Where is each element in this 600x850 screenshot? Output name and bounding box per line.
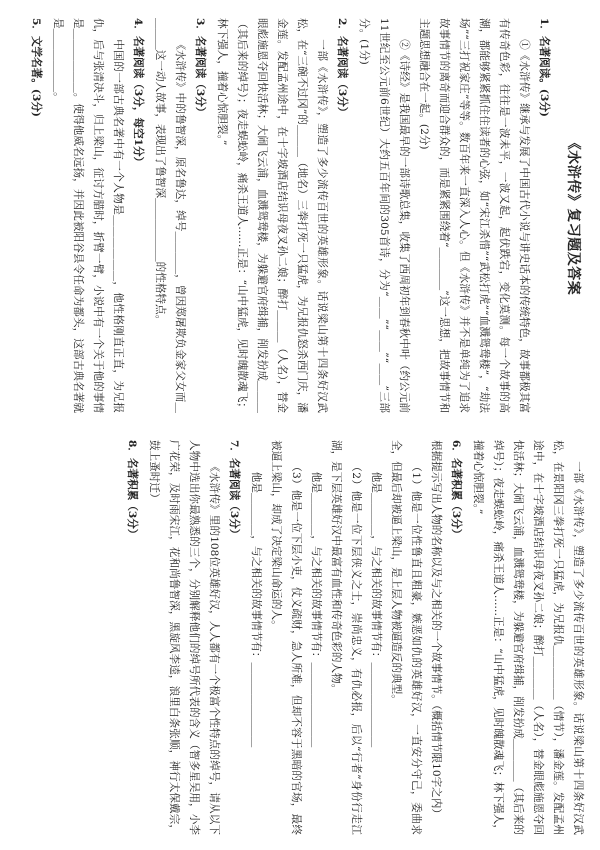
question-heading: 8．名著积累（3分） <box>126 440 138 540</box>
left-column-items <box>26 18 554 413</box>
answer-line: 他是＿＿＿＿，与之相关的故事情节有：＿＿＿＿＿＿＿＿ <box>310 471 322 748</box>
question-text: 《水浒传》中的鲁智深，原名鲁达，绰号＿＿＿＿，曾因郑屠欺负金家父女而＿＿＿＿这一动人故事，表现出了鲁智深＿＿＿＿＿＿的性格特点。 <box>154 18 186 413</box>
question-text: 中国的一部古典名著中有一个人物是＿＿＿＿＿＿，他性格刚直正直，为兄报仇，后与张清决斗，归上梁山，征讨方腊时，折臂一臂，小说中有一个关于他的事情是＿＿＿＿＿＿。使得他威名远扬，并因此被阳谷县令任命为都头，这部古典名著就是＿＿＿＿＿＿。 <box>52 18 124 413</box>
question-heading: 4．名著阅读（3分，每空1分） <box>132 18 144 168</box>
question-text: （1）他是一位性鲁直且粗豪，嫉恶如仇的英雄好汉，一直安分守己，委曲求全，但最后却被逼上梁山，是上层人物被逼造反的典型。 <box>390 440 422 835</box>
left-column <box>26 18 588 413</box>
question-text: ①《水浒传》继承与发展了中国古代小说与讲史话本的传统特色，故事都极其富有传奇色彩，往往是一波未平，一波又起，起伏跌宕，变化莫测。每一个故事的高潮，都能够紧紧抓住住读者的心弦，如“宋江杀惜”“武松打虎”“血溅鸳鸯楼”，“劫法场”“三打祝家庄”等等。数百年来一直深入人心。但《水浒传》并不是单纯为了追求故事情节的离奇而迎合群众的，而是紧紧围绕着“＿＿＿＿”这一思想，把故事情节和主题思想融合在一起。(2分) <box>418 18 530 413</box>
question-text: 一部《水浒传》，塑造了多少流传百世的英雄形象。话说梁山第十四条好汉武松，在“三碗不过冈”的＿＿＿（地名）三拳打死一只猛虎，为兄报仇怒杀西门庆，潘金莲。发配孟州途中，在十字坡酒店结识母夜叉孙二娘；醉打＿＿＿（人名），替金眼彪施恩夺回快活林；大闹飞云浦，血溅鸳鸯楼，为躲避官府缉捕，削发扮成＿＿＿（其后来的绰号）；夜走蜈蚣岭，痛杀王道人……正是：“山中猛虎，见时魄散魂飞；林下强人，撞着心惊胆裂。” <box>216 18 328 413</box>
question-text: （3）他是一位下层小吏，仗义疏财，急人所难，但却不容于黑暗的官场，最终被逼上梁山，却成了决定梁山命运的人。 <box>270 440 302 835</box>
answer-line: 他是＿＿＿＿，与之相关的故事情节有：＿＿＿＿＿＿＿＿ <box>370 471 382 748</box>
question-heading: 6．名著积累（3分） <box>450 440 462 540</box>
document-title: 《水浒传》复习题及答案 <box>565 135 581 296</box>
question-text: （2）他是一位下层侠义之士，崇尚忠义，有仇必报，后以“行者”身份行走江湖，是下层英雄好汉中最富有血性和传奇色彩的人物。 <box>330 440 362 835</box>
right-column-items <box>122 440 588 835</box>
right-column <box>122 440 588 835</box>
answer-line: 他是＿＿＿＿，与之相关的故事情节有：＿＿＿＿＿＿＿＿ <box>250 471 262 748</box>
question-heading: 5．文学名著。(3分) <box>30 18 42 117</box>
question-heading: 7．名著阅读（3分） <box>228 440 240 540</box>
question-heading: 3．名著阅读（3分） <box>194 18 206 118</box>
question-text: ②《诗经》是我国最早的一部诗歌总集，收集了西周初年到春秋中叶（约公元前11世纪至公元前6世纪）大约五百年间的305首诗，分为“＿＿”“＿＿”“＿＿”三部分。(1分) <box>358 18 410 413</box>
question-heading: 1．名著阅读。(3分) <box>538 18 550 117</box>
question-text: 《水浒传》里的108位英雄好汉，人人都有一个极富个性特点的绰号，请从以下人物中选出你最熟悉的三个，分别解释他们的绰号所代表的含义（智多星吴用，小李广花荣，及时雨宋江，花和尚鲁智深，黑旋风李逵，浪里白条张顺，神行太保戴宗，鼓上蚤时迁） <box>148 440 220 835</box>
question-text: 一部《水浒传》，塑造了多少流传百世的英雄形象。话说梁山第十四条好汉武松，在景阳冈三拳打死一只猛虎，为兄报仇＿＿＿＿＿（情节），潘金莲。发配孟州途中，在十字坡酒店结识母夜叉孙二娘；醉打＿＿＿＿（人名），替金眼彪施恩夺回快活林；大闹飞云浦，血溅鸳鸯楼，为躲避官府缉捕，削发扮成＿＿＿＿（其后来的绰号）；夜走蜈蚣岭，痛杀王道人……正是：“山中猛虎，见时魄散魂飞；林下强人，撞着心惊胆裂。” <box>472 440 584 835</box>
question-text: 根据提示写出人物的名称以及与之相关的一个故事情节。（概括情节限10字之内） <box>430 440 442 819</box>
question-heading: 2．名著阅读（3分） <box>336 18 348 118</box>
